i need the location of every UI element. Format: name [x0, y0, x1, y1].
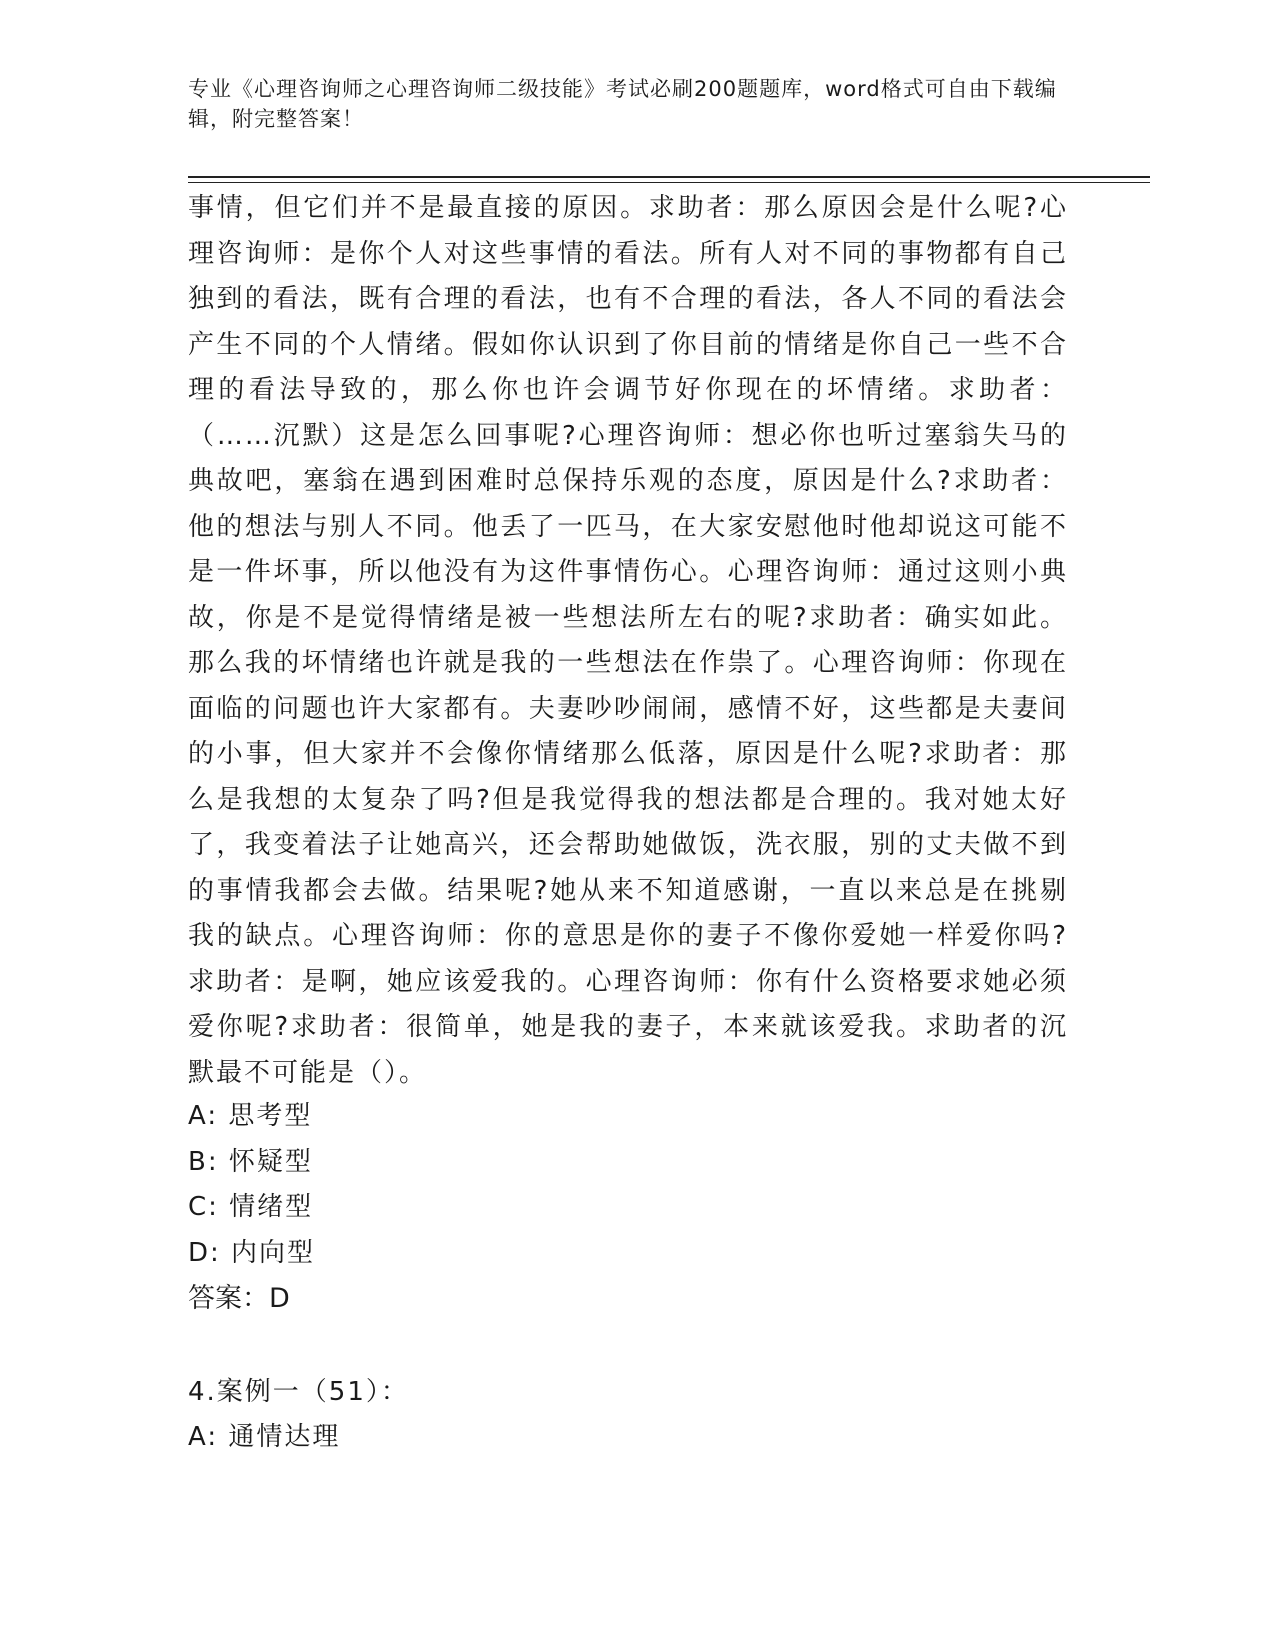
option-a: A: 通情达理 — [188, 1422, 341, 1452]
option-b: B: 怀疑型 — [188, 1146, 313, 1177]
question-passage: 事情，但它们并不是最直接的原因。求助者：那么原因会是什么呢?心理咨询师：是你个人对这些事情的看法。所有人对不同的事物都有自己独到的看法，既有合理的看法，也有不合理的看法，各人不同的看法会产生不同的个人情绪。假如你认识到了你目前的情绪是你自己一些不合理的看法导致的，那么你也许会调节好你现在的坏情绪。求助者：（……沉默）这是怎么回事呢?心理咨询师：想必你也听过塞翁失马的典故吧，塞翁在遇到困难时总保持乐观的态度，原因是什么?求助者：他的想法与别人不同。他丢了一匹马，在大家安慰他时他却说这可能不是一件坏事，所以他没有为这件事情伤心。心理咨询师：通过这则小典故，你是不是觉得情绪是被一些想法所左右的呢?求助者：确实如此。那么我的坏情绪也许就是我的一些想法在作祟了。心理咨询师：你现在面临的问题也许大家都有。夫妻吵吵闹闹，感情不好，这些都是夫妻间的小事，但大家并不会像你情绪那么低落，原因是什么呢?求助者：那么是我想的太复杂了吗?但是我觉得我的想法都是合理的。我对她太好了，我变着法子让她高兴，还会帮助她做饭，洗衣服，别的丈夫做不到的事情我都会去做。结果呢?她从来不知道感谢，一直以来总是在挑剔我的缺点。心理咨询师：你的意思是你的妻子不像你爱她一样爱你吗?求助者：是啊，她应该爱我的。心理咨询师：你有什么资格要求她必须爱你呢?求助者：很简单，她是我的妻子，本来就该爱我。求助者的沉默最不可能是（）。 — [188, 193, 1068, 1088]
answer-key: 答案：D — [188, 1283, 290, 1314]
question-title: 4.案例一（51）： — [188, 1377, 409, 1407]
document-header: 专业《心理咨询师之心理咨询师二级技能》考试必刷200题题库，word格式可自由下载编辑，附完整答案！ — [188, 77, 1057, 131]
option-c: C: 情绪型 — [188, 1192, 314, 1222]
option-a: A: 思考型 — [188, 1101, 313, 1131]
option-d: D: 内向型 — [188, 1237, 316, 1268]
header-divider-thick — [188, 176, 1150, 178]
header-divider-thin — [188, 182, 1150, 183]
answer-options — [188, 1094, 788, 1276]
